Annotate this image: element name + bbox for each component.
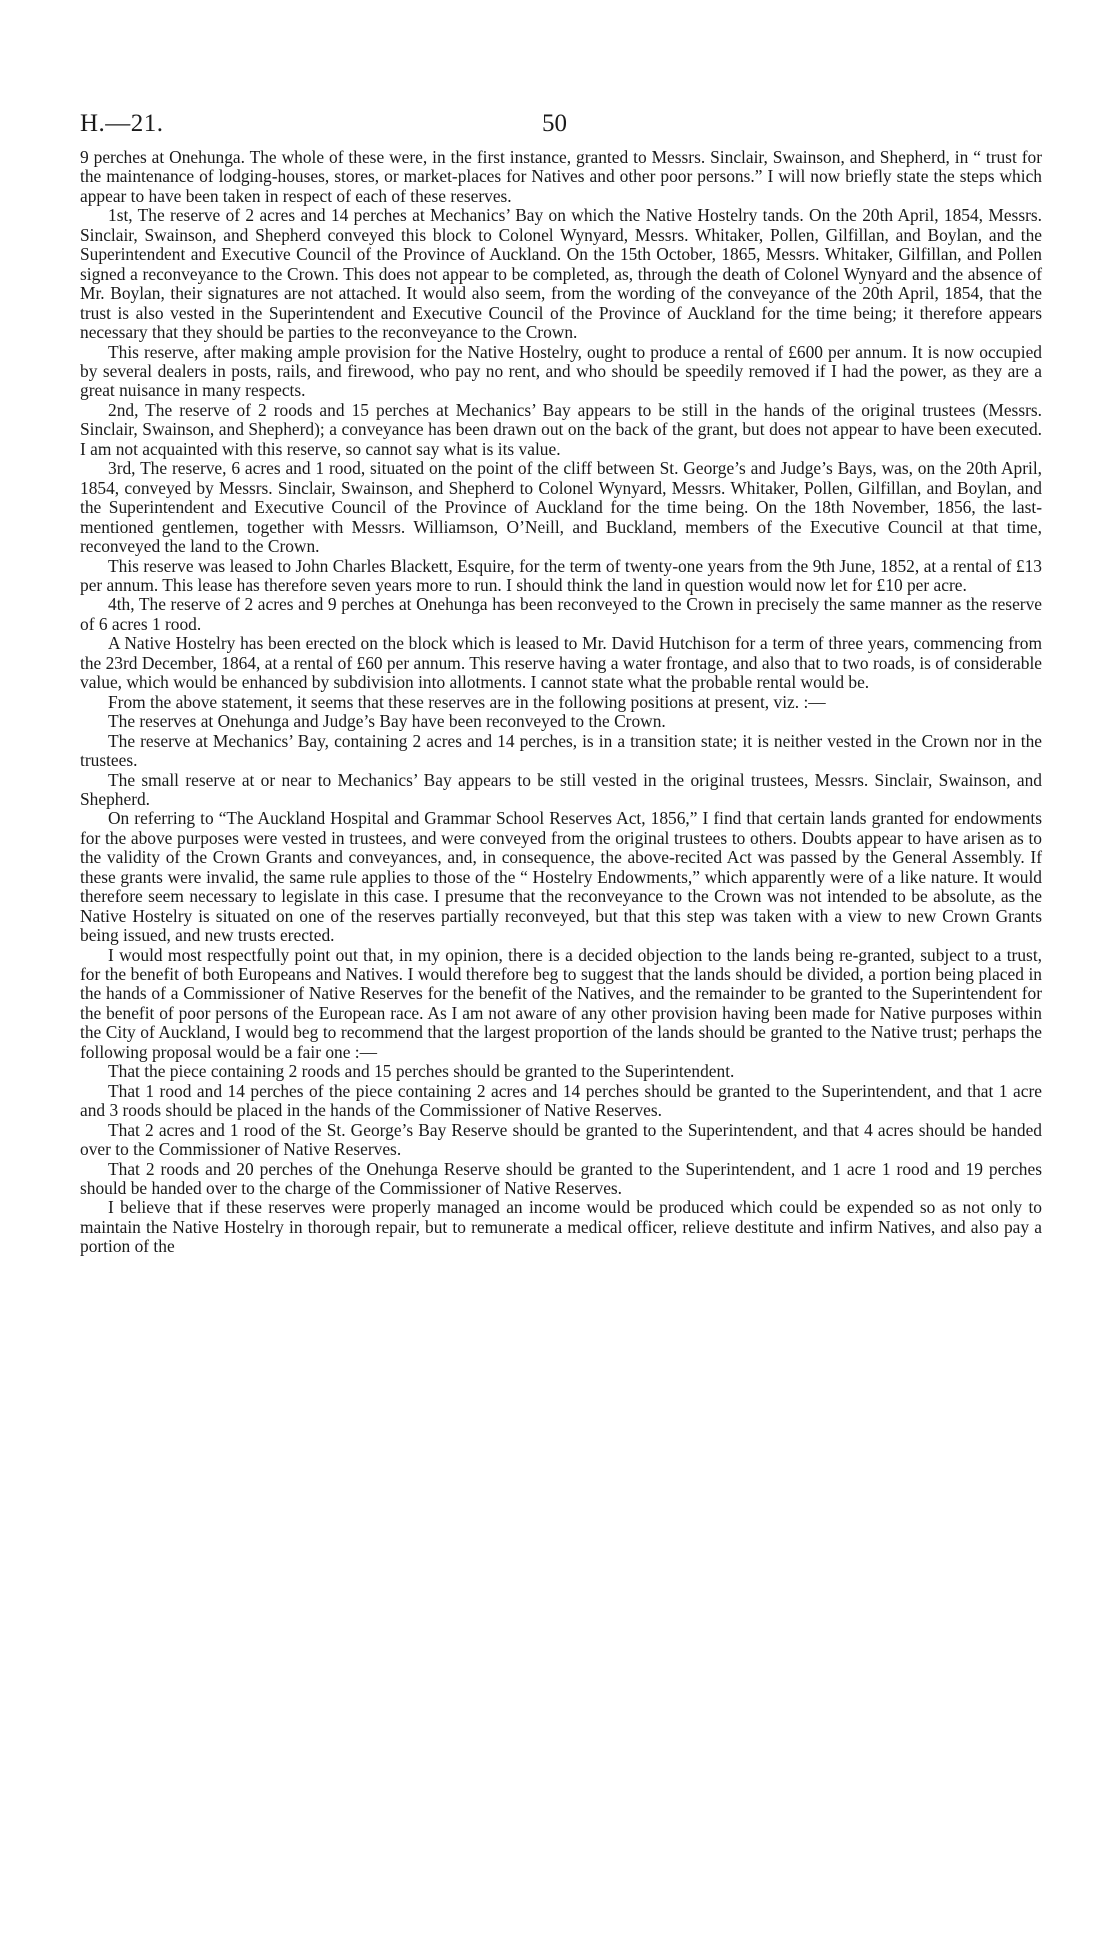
paragraph-12: The small reserve at or near to Mechanics’ Bay appears to be still vested in the original trustees, Messrs. Sinclair, Swainson, and Shepherd. <box>80 769 1042 809</box>
paragraph-16: That 1 rood and 14 perches of the piece containing 2 acres and 14 perches should be granted to the Superintendent, and that 1 acre and 3 roods should be placed in the hands of the Commissioner of Native Reserves. <box>80 1080 1042 1121</box>
paragraph-17: That 2 acres and 1 rood of the St. George’s Bay Reserve should be granted to the Superintendent, and that 4 acres should be handed over to the Commissioner of Native Reserves. <box>80 1119 1042 1160</box>
paragraph-2: 1st, The reserve of 2 acres and 14 perches at Mechanics’ Bay on which the Native Hostelry tands. On the 20th April, 1854, Messrs. Sinclair, Swainson, and Shepherd conveyed this block to Colonel Wynyard, Messrs. Whitaker, Pollen, Gilfillan, and Boylan, and the Superintendent and Executive Council of the Province of Auckland. On the 15th October, 1865, Messrs. Whitaker, Gilfillan, and Pollen signed a reconveyance to the Crown. This does not appear to be completed, as, through the death of Colonel Wynyard and the absence of Mr. Boylan, their signatures are not attached. It would also seem, from the wording of the conveyance of the 20th April, 1854, that the trust is also vested in the Superintendent and Executive Council of the Province of Auckland for the time being; it therefore appears necessary that they should be parties to the reconveyance to the Crown. <box>80 205 1042 343</box>
paragraph-7: 4th, The reserve of 2 acres and 9 perches at Onehunga has been reconveyed to the Crown in precisely the same manner as the reserve of 6 acres 1 rood. <box>80 594 1042 634</box>
paragraph-8: A Native Hostelry has been erected on the block which is leased to Mr. David Hutchison for a term of three years, commencing from the 23rd December, 1864, at a rental of £60 per annum. This reserve having a water frontage, and also that to two roads, is of considerable value, which would be enhanced by subdivision into allotments. I cannot state what the probable rental would be. <box>80 633 1042 693</box>
paragraph-6: This reserve was leased to John Charles Blackett, Esquire, for the term of twenty-one years from the 9th June, 1852, at a rental of £13 per annum. This lease has therefore seven years more to run. I should think the land in question would now let for £10 per acre. <box>80 555 1042 595</box>
page-header <box>80 108 1042 148</box>
paragraph-5: 3rd, The reserve, 6 acres and 1 rood, situated on the point of the cliff between St. George’s and Judge’s Bays, was, on the 20th April, 1854, conveyed by Messrs. Sinclair, Swainson, and Shepherd to Colonel Wynyard, Messrs. Whitaker, Pollen, Gilfillan, and Boylan, and the Superintendent and Executive Council of the Province of Auckland for the time being. On the 18th November, 1856, the last-mentioned gentlemen, together with Messrs. Williamson, O’Neill, and Buckland, members of the Executive Council at that time, reconveyed the land to the Crown. <box>80 458 1042 557</box>
paragraph-11: The reserve at Mechanics’ Bay, containing 2 acres and 14 perches, is in a transition state; it is neither vested in the Crown nor in the trustees. <box>80 730 1042 771</box>
paragraph-13: On referring to “The Auckland Hospital and Grammar School Reserves Act, 1856,” I find that certain lands granted for endowments for the above purposes were vested in trustees, and were conveyed from the original trustees to others. Doubts appear to have arisen as to the validity of the Crown Grants and conveyances, and, in consequence, the above-recited Act was passed by the General Assembly. If these grants were invalid, the same rule applies to those of the “ Hostelry Endowments,” which apparently were of a like nature. It would therefore seem necessary to legislate in this case. I presume that the reconveyance to the Crown was not intended to be absolute, as the Native Hostelry is situated on one of the reserves partially reconveyed, but that this step was taken with a view to new Crown Grants being issued, and new trusts erected. <box>80 808 1042 946</box>
paragraph-1: 9 perches at Onehunga. The whole of these were, in the first instance, granted to Messrs. Sinclair, Swainson, and Shepherd, in “ trust for the maintenance of lodging-houses, stores, or market-places for Natives and other poor persons.” I will now briefly state the steps which appear to have been taken in respect of each of these reserves. <box>80 147 1042 206</box>
paragraph-18: That 2 roods and 20 perches of the Onehunga Reserve should be granted to the Superintendent, and 1 acre 1 rood and 19 perches should be handed over to the charge of the Commissioner of Native Reserves. <box>80 1158 1042 1199</box>
paragraph-15: That the piece containing 2 roods and 15 perches should be granted to the Superintendent. <box>108 1061 735 1082</box>
paragraph-10: The reserves at Onehunga and Judge’s Bay have been reconveyed to the Crown. <box>108 711 666 732</box>
document-body <box>80 148 1042 1257</box>
document-reference: H.—21. <box>80 110 164 137</box>
paragraph-14: I would most respectfully point out that, in my opinion, there is a decided objection to the lands being re-granted, subject to a trust, for the benefit of both Europeans and Natives. I would therefore beg to suggest that the lands should be divided, a portion being placed in the hands of a Commissioner of Native Reserves for the benefit of the Natives, and the remainder to be granted to the Superintendent for the benefit of poor persons of the European race. As I am not aware of any other provision having been made for Native purposes within the City of Auckland, I would beg to recommend that the largest proportion of the lands should be granted to the Native trust; perhaps the following proposal would be a fair one :— <box>80 944 1042 1062</box>
paragraph-3: This reserve, after making ample provision for the Native Hostelry, ought to produce a rental of £600 per annum. It is now occupied by several dealers in posts, rails, and firewood, who pay no rent, and who should be speedily removed if I had the power, as they are a great nuisance in many respects. <box>80 341 1042 401</box>
document-page <box>80 108 1042 1257</box>
paragraph-4: 2nd, The reserve of 2 roods and 15 perches at Mechanics’ Bay appears to be still in the hands of the original trustees (Messrs. Sinclair, Swainson, and Shepherd); a conveyance has been drawn out on the back of the grant, but does not appear to have been executed. I am not acquainted with this reserve, so cannot say what is its value. <box>80 399 1042 459</box>
paragraph-19: I believe that if these reserves were properly managed an income would be produced which could be expended so as not only to maintain the Native Hostelry in thorough repair, but to remunerate a medical officer, relieve destitute and infirm Natives, and also pay a portion of the <box>80 1197 1042 1257</box>
page-number: 50 <box>542 110 567 137</box>
paragraph-9: From the above statement, it seems that these reserves are in the following positions at present, viz. :— <box>108 691 826 712</box>
